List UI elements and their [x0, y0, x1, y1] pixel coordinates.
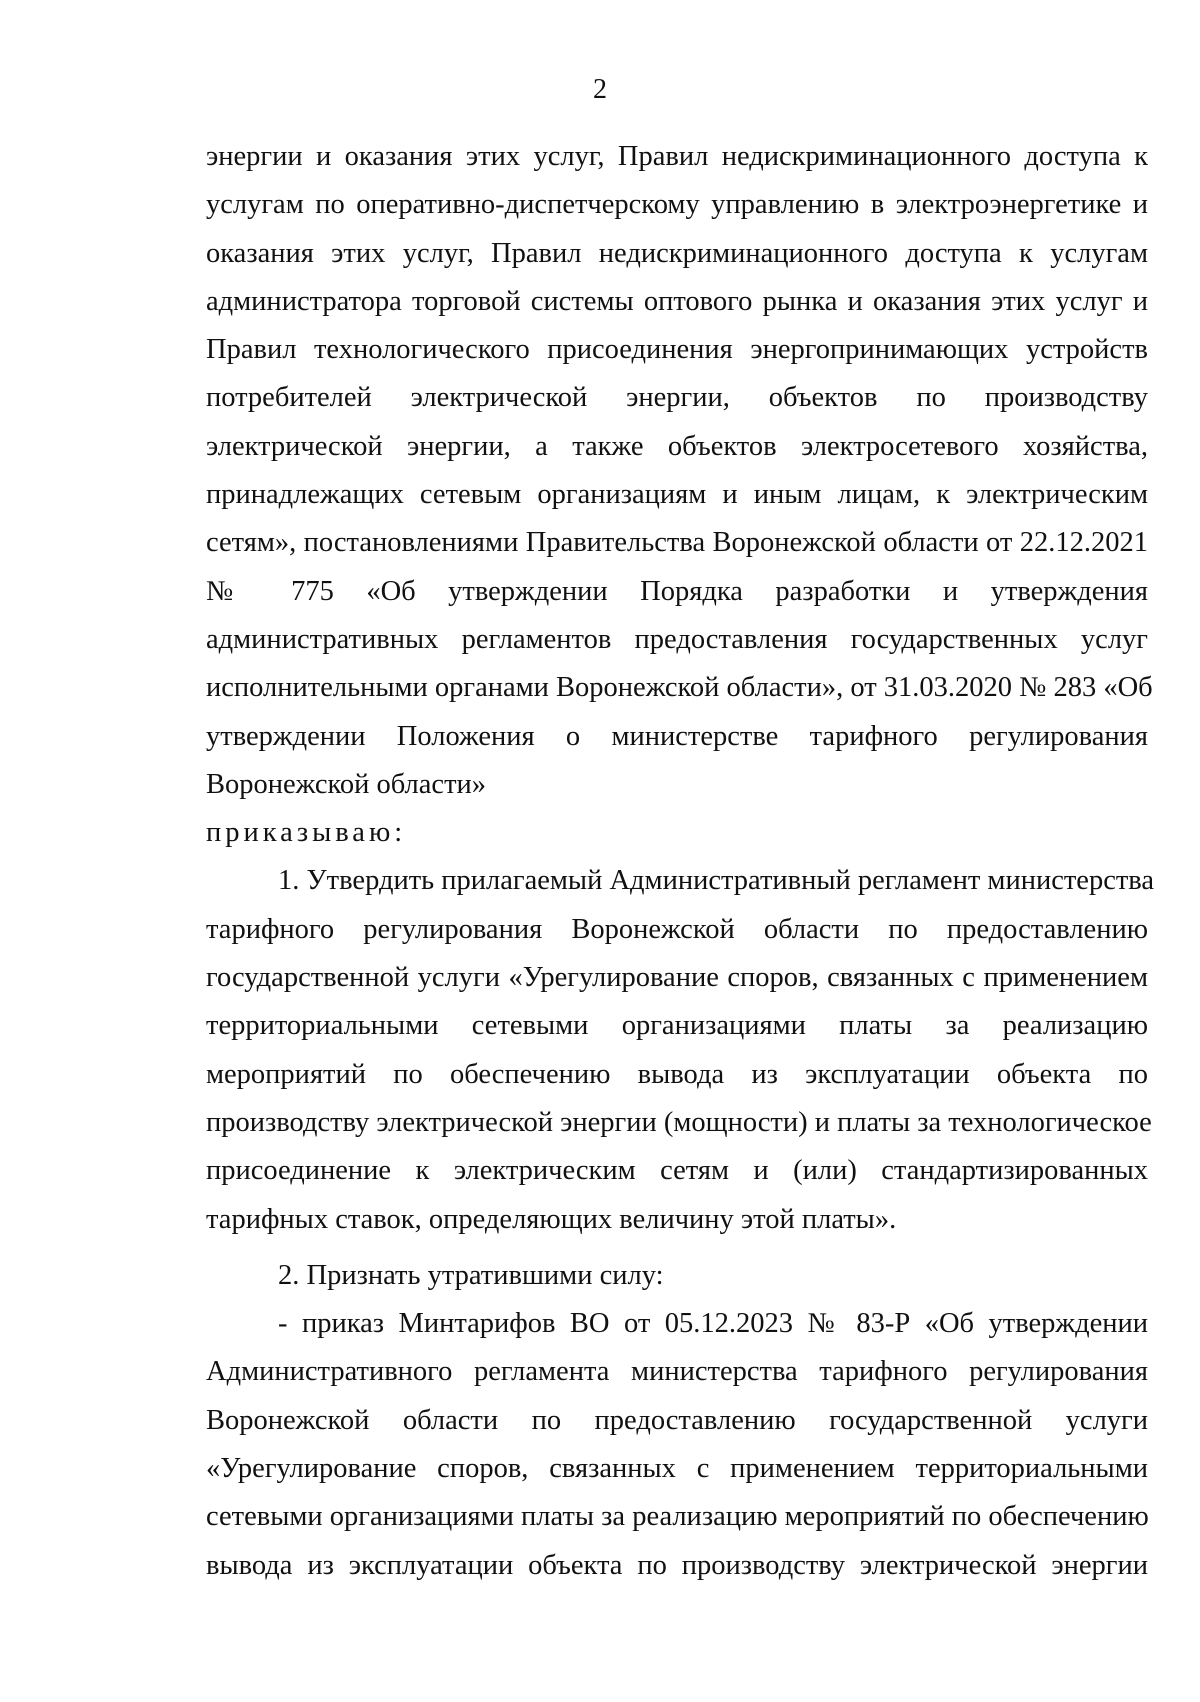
text-line: сетям», постановлениями Правительства Воронежской области от 22.12.2021: [206, 527, 1148, 559]
text-line: тарифных ставок, определяющих величину этой платы».: [206, 1203, 897, 1235]
text-line: услугам по оперативно-диспетчерскому управлению в электроэнергетике и: [206, 189, 1148, 221]
text-line: сетевыми организациями платы за реализацию мероприятий по обеспечению: [206, 1501, 1149, 1533]
text-line: Правил технологического присоединения энергопринимающих устройств: [206, 334, 1148, 366]
text-line: исполнительными органами Воронежской области», от 31.03.2020 № 283 «Об: [206, 672, 1153, 704]
paragraph-2-start: 2. Признать утратившими силу:: [278, 1259, 664, 1291]
text-line: тарифного регулирования Воронежской области по предоставлению: [206, 913, 1148, 945]
page-number: 2: [593, 74, 607, 105]
text-line: «Урегулирование споров, связанных с применением территориальными: [206, 1453, 1148, 1485]
paragraph-gap: [206, 1244, 1148, 1252]
text-line: Административного регламента министерства тарифного регулирования: [206, 1356, 1148, 1388]
text-line: производству электрической энергии (мощности) и платы за технологическое: [206, 1106, 1152, 1138]
text-line: потребителей электрической энергии, объектов по производству: [206, 382, 1148, 414]
text-line: электрической энергии, а также объектов электросетевого хозяйства,: [206, 430, 1148, 462]
order-word: приказываю:: [206, 817, 407, 849]
text-line: Воронежской области по предоставлению государственной услуги: [206, 1404, 1148, 1436]
text-line: государственной услуги «Урегулирование споров, связанных с применением: [206, 962, 1148, 994]
list-item-start: - приказ Минтарифов ВО от 05.12.2023 № 83-Р «Об утверждении: [278, 1308, 1148, 1340]
text-line: присоединение к электрическим сетям и (или) стандартизированных: [206, 1155, 1148, 1187]
document-body: [206, 133, 1155, 1590]
paragraph-1-start: 1. Утвердить прилагаемый Административный регламент министерства: [278, 865, 1155, 897]
text-line: № 775 «Об утверждении Порядка разработки и утверждения: [206, 575, 1148, 607]
text-line: оказания этих услуг, Правил недискриминационного доступа к услугам: [206, 237, 1148, 269]
text-line: администратора торговой системы оптового рынка и оказания этих услуг и: [206, 285, 1148, 317]
text-line: административных регламентов предоставления государственных услуг: [206, 623, 1148, 655]
text-line: утверждении Положения о министерстве тарифного регулирования: [206, 720, 1148, 752]
text-line: энергии и оказания этих услуг, Правил недискриминационного доступа к: [206, 141, 1148, 172]
text-line: территориальными сетевыми организациями платы за реализацию: [206, 1010, 1148, 1042]
text-line: вывода из эксплуатации объекта по производству электрической энергии: [206, 1549, 1148, 1581]
text-line: мероприятий по обеспечению вывода из эксплуатации объекта по: [206, 1058, 1148, 1090]
text-line: принадлежащих сетевым организациям и иным лицам, к электрическим: [206, 479, 1148, 511]
text-line: Воронежской области»: [206, 768, 487, 800]
